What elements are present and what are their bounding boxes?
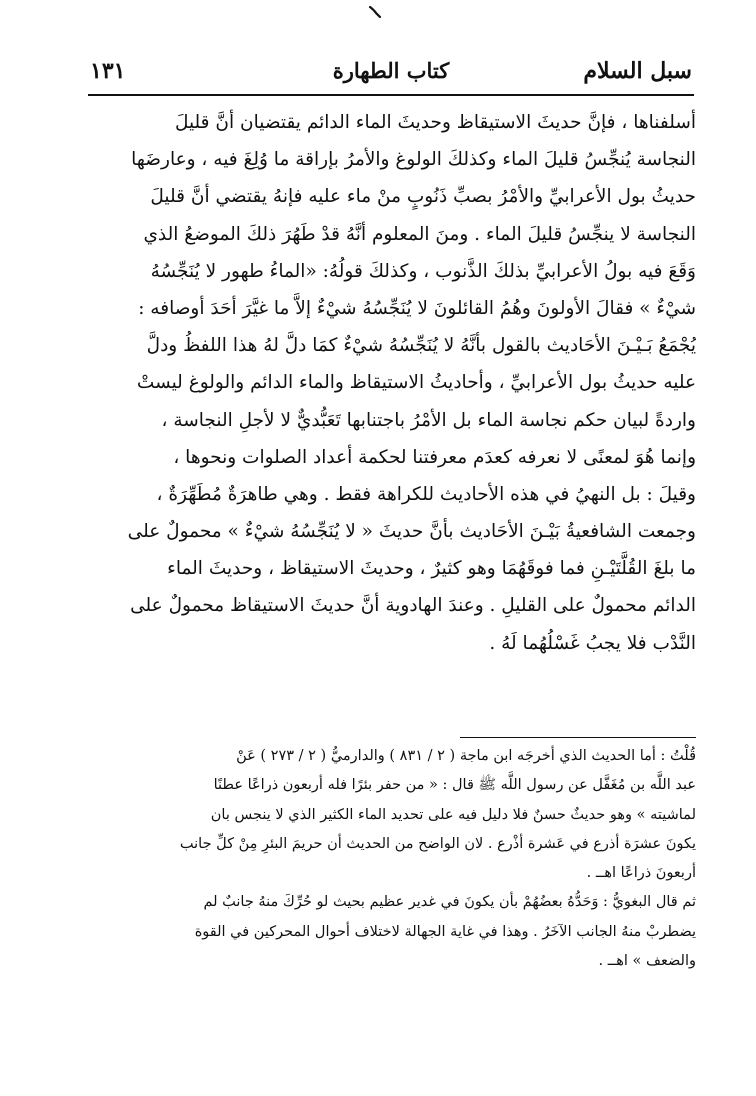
book-title: سبل السلام [583, 58, 692, 84]
footnote-line: يضطربْ منهُ الجانب الآخَرُ . وهذا في غاية الجهالة لاختلاف أحوال المحركين في القوة [194, 923, 696, 940]
text-line: واردةً لبيان حكم نجاسة الماء بل الأمْرُ باجتنابها تَعَبُّديٌّ لا لأجلِ النجاسة ، [161, 409, 696, 431]
text-line: وقيلَ : بل النهيُ في هذه الأحاديث للكراهة فقط . وهي طاهرَةٌ مُطَهِّرَةٌ ، [156, 483, 696, 505]
footnote-divider [460, 737, 696, 738]
footnote-line: قُلْتُ : أما الحديث الذي أخرجَه ابن ماجة ( ٢ / ٨٣١ ) والدارميُّ ( ٢ / ٢٧٣ ) عَنْ [236, 748, 696, 764]
text-line: وَقَعَ فيه بولُ الأعرابيِّ بذلكَ الذَّنوب ، وكذلكَ قولُهُ: «الماءُ طهور لا يُنَجِّسُهُ [150, 260, 696, 282]
text-line: يُجْمَعُ بَـيْـنَ الأحَاديث بالقول بأنَّهُ لا يُنَجِّسُهُ شيْءٌ كمَا دلَّ لهُ هذا اللفظُ ودلَّ [146, 335, 696, 357]
main-body-text [90, 104, 696, 662]
text-line: أسلفناها ، فإنَّ حديثَ الاستيقاظ وحديثَ الماء الدائم يقتضيان أنَّ قليلَ [174, 112, 696, 133]
footnote-line: يكونَ عشرَة أذرع في عَشرة أذْرع . لان الواضح من الحديث أن حريمَ البئرِ مِنْ كلِّ جانب [179, 835, 696, 852]
text-line: وإنما هُوَ لمعنًى لا نعرفه كعدَم معرفتنا لحكمة أعداد الصلوات ونحوها ، [173, 446, 696, 468]
footnote-line: ثم قال البغويُّ : وَحَدُّهُ بعضُهُمْ بأن يكونَ في غدير عظيم بحيث لو حُرِّكَ منهُ جانبٌ لم [203, 894, 696, 911]
page-header [90, 54, 692, 98]
chapter-title: كتاب الطهارة [332, 58, 450, 83]
footnote-line: أربعونَ ذراعًا اهــ . [586, 865, 696, 882]
footnote-line: عبد اللَّه بن مُغَفَّل عن رسول اللَّه ﷺ قال : « من حفر بئرًا فله أربعون ذراعًا عطنًا [213, 777, 696, 794]
text-line: النجاسة لا ينجِّسُ قليلَ الماء . ومنَ المعلوم أنَّهُ قدْ طَهُرَ ذلكَ الموضعُ الذي [143, 223, 696, 245]
text-line: حديثُ بول الأعرابيِّ والأمْرُ بصبِّ ذَنُوبٍ منْ ماء عليه فإنهُ يقتضي أنَّ قليلَ [150, 186, 696, 208]
text-line: النجاسة يُنجِّسُ قليلَ الماء وكذلكَ الولوغ والأمرُ بإراقة ما وُلِغَ فيه ، وعارضَها [131, 149, 696, 171]
page-number: ١٣١ [90, 58, 126, 84]
footnotes [90, 742, 696, 976]
footnote-line: لماشيته » وهو حديثٌ حسنٌ فلا دليل فيه على تحديد الماء الكثير الذي لا ينجس بان [210, 806, 696, 823]
header-divider [88, 94, 694, 96]
text-line: شيْءٌ » فقالَ الأولونَ وهُمُ القائلونَ لا يُنَجِّسُهُ شيْءٌ إلاَّ ما غيَّرَ أحَدَ أوصافه : [138, 297, 696, 319]
text-line: النَّدْب فلا يجبُ غَسْلُهُما لَهُ . [489, 632, 696, 654]
printer-mark-icon [368, 4, 382, 20]
text-line: الدائم محمولٌ على القليلِ . وعندَ الهادوية أنَّ حديثَ الاستيقاظ محمولٌ على [130, 595, 696, 617]
text-line: وجمعت الشافعيةُ بَيْـنَ الأحَاديث بأنَّ حديثَ « لا يُنَجِّسُهُ شيْءٌ » محمولٌ على [127, 521, 696, 543]
text-line: عليه حديثُ بول الأعرابيِّ ، وأحاديثُ الاستيقاظ والماء الدائم والولوغ ليستْ [136, 372, 696, 394]
footnote-line: والضعف » اهــ . [598, 953, 696, 970]
text-line: ما بلغَ القُلَّتَيْـنِ فما فوقَهُمَا وهو كثيرٌ ، وحديثَ الاستيقاظ ، وحديثَ الماء [167, 558, 696, 580]
